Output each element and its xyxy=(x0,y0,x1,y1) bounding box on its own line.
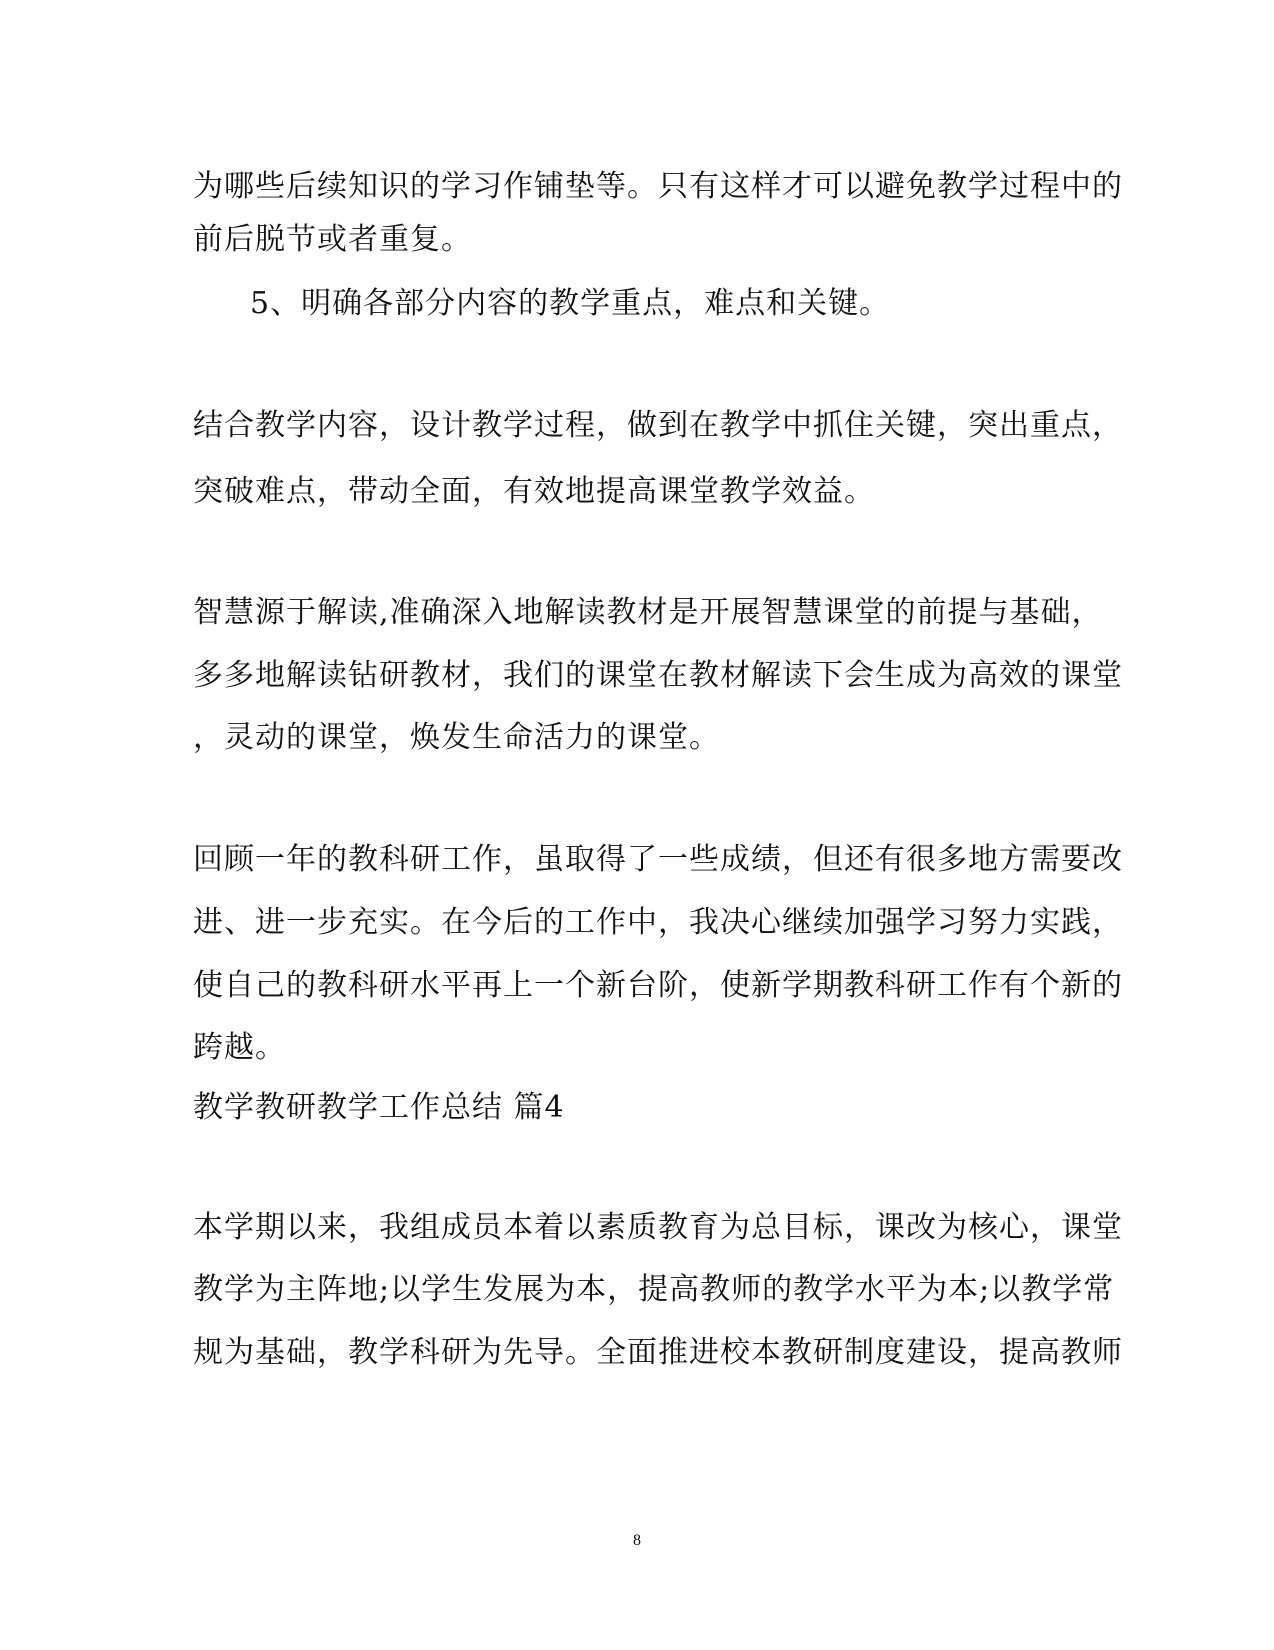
text-line: 突破难点，带动全面，有效地提高课堂教学效益。 xyxy=(193,474,875,509)
text-line: 进、进一步充实。在今后的工作中，我决心继续加强学习努力实践， xyxy=(193,905,1123,940)
text-line: ，灵动的课堂，焕发生命活力的课堂。 xyxy=(193,720,720,755)
text-line: 结合教学内容，设计教学过程，做到在教学中抓住关键，突出重点， xyxy=(193,408,1123,443)
text-line: 规为基础，教学科研为先导。全面推进校本教研制度建设，提高教师 xyxy=(193,1335,1123,1370)
text-line: 教学为主阵地;以学生发展为本，提高教师的教学水平为本;以教学常 xyxy=(193,1272,1115,1307)
text-line: 智慧源于解读,准确深入地解读教材是开展智慧课堂的前提与基础， xyxy=(193,595,1103,630)
page-number: 8 xyxy=(633,1532,641,1549)
text-line: 本学期以来，我组成员本着以素质教育为总目标，课改为核心，课堂 xyxy=(193,1210,1123,1245)
text-line: 使自己的教科研水平再上一个新台阶，使新学期教科研工作有个新的 xyxy=(193,968,1123,1003)
text-line: 5、明确各部分内容的教学重点，难点和关键。 xyxy=(250,286,891,321)
text-line: 多多地解读钻研教材，我们的课堂在教材解读下会生成为高效的课堂 xyxy=(193,658,1123,693)
section-heading: 教学教研教学工作总结 篇4 xyxy=(193,1090,565,1125)
text-line: 为哪些后续知识的学习作铺垫等。只有这样才可以避免教学过程中的 xyxy=(193,169,1123,204)
text-line: 跨越。 xyxy=(193,1030,286,1065)
text-line: 前后脱节或者重复。 xyxy=(193,222,472,257)
text-line: 回顾一年的教科研工作，虽取得了一些成绩，但还有很多地方需要改 xyxy=(193,842,1123,877)
